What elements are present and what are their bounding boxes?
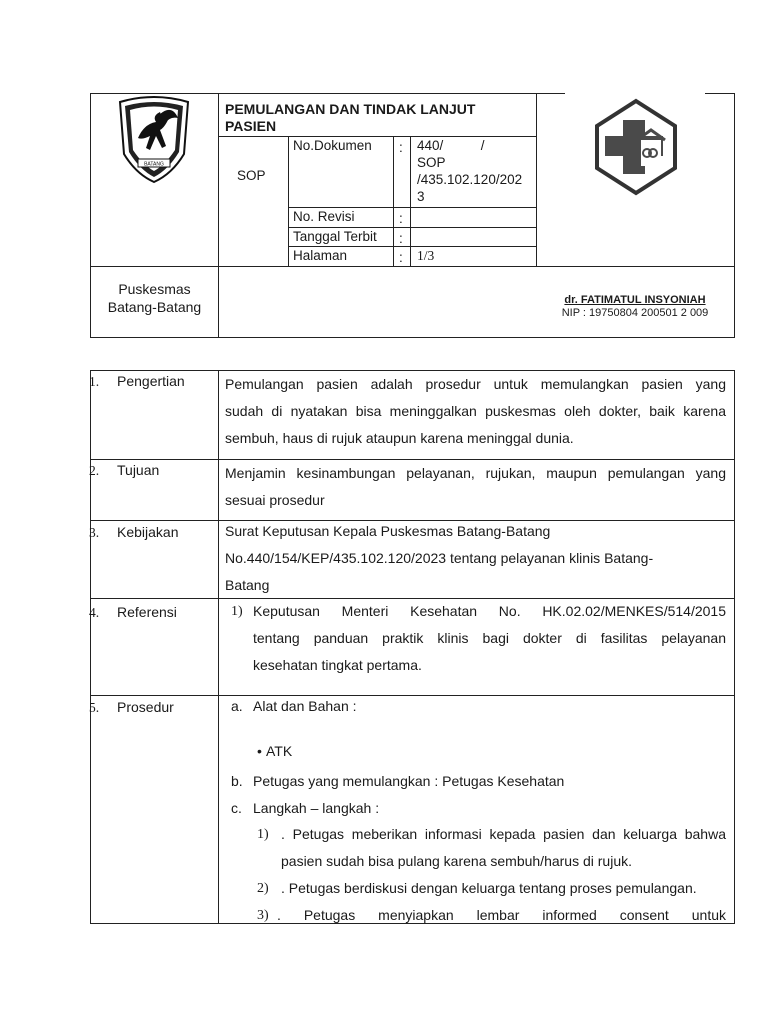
section-text-line: Surat Keputusan Kepala Puskesmas Batang-Batang xyxy=(225,523,551,539)
field-value-no-dokumen-line2: SOP xyxy=(417,155,446,170)
list-marker: a. xyxy=(231,698,243,714)
field-colon-halaman: : xyxy=(399,250,403,265)
field-label-tanggal-terbit: Tanggal Terbit xyxy=(293,229,377,244)
section-text-line: Batang xyxy=(225,577,270,593)
bullet-icon: • xyxy=(257,743,262,759)
step-text-line: . Petugas meberikan informasi kepada pasien dan keluarga bahwa xyxy=(281,826,726,842)
section-title: Tujuan xyxy=(117,462,160,478)
field-colon-no-dokumen: : xyxy=(399,140,403,155)
step-text-line: . Petugas menyiapkan lembar informed consent untuk xyxy=(277,907,726,923)
field-value-no-dokumen-line4: 3 xyxy=(417,189,425,204)
section-number: 2. xyxy=(89,463,100,478)
document-title-line1: PEMULANGAN DAN TINDAK LANJUT xyxy=(225,101,476,117)
list-marker: b. xyxy=(231,773,243,789)
org-name-line1: Puskesmas xyxy=(118,281,191,297)
list-item-text: Langkah – langkah : xyxy=(253,800,380,816)
step-marker: 1) xyxy=(257,827,269,842)
section-text-line: Menjamin kesinambungan pelayanan, rujukan, maupun pemulangan yang xyxy=(225,465,726,481)
field-label-no-revisi: No. Revisi xyxy=(293,209,355,224)
list-marker: 1) xyxy=(231,604,243,619)
document-title-line2: PASIEN xyxy=(225,118,277,134)
signer-name: dr. FATIMATUL INSYONIAH xyxy=(564,294,706,306)
org-name-line2: Batang-Batang xyxy=(107,299,202,315)
section-text-line: Pemulangan pasien adalah prosedur untuk memulangkan pasien yang xyxy=(225,376,726,392)
field-label-halaman: Halaman xyxy=(293,248,348,263)
field-value-no-dokumen-line3: /435.102.120/202 xyxy=(417,172,523,187)
step-marker: 2) xyxy=(257,881,269,896)
signer-nip: NIP : 19750804 200501 2 009 xyxy=(561,307,709,319)
list-item-text: ATK xyxy=(266,743,293,759)
section-text-line: No.440/154/KEP/435.102.120/2023 tentang pelayanan klinis Batang- xyxy=(225,550,654,566)
field-colon-no-revisi: : xyxy=(399,211,403,226)
regency-shield-logo xyxy=(112,94,196,186)
list-item-text: Petugas yang memulangkan : Petugas Kesehatan xyxy=(253,773,565,789)
section-text-line: sudah di nyatakan bisa meninggalkan puskesmas oleh dokter, baik karena xyxy=(225,403,726,419)
section-title: Referensi xyxy=(117,604,177,620)
shield-logo-text: BATANG xyxy=(144,161,164,168)
step-marker: 3) xyxy=(257,908,269,923)
section-number: 3. xyxy=(89,525,100,540)
section-text-line: sembuh, haus di rujuk ataupun karena meninggal dunia. xyxy=(225,430,574,446)
section-title: Prosedur xyxy=(117,699,174,715)
section-number: 5. xyxy=(89,700,100,715)
section-text-line: sesuai prosedur xyxy=(225,492,325,508)
section-text-line: tentang panduan praktik klinis bagi dokter di fasilitas pelayanan xyxy=(253,630,726,646)
section-text-line: Keputusan Menteri Kesehatan No. HK.02.02/MENKES/514/2015 xyxy=(253,603,726,619)
section-title: Kebijakan xyxy=(117,524,179,540)
section-title: Pengertian xyxy=(117,373,185,389)
list-marker: c. xyxy=(231,800,242,816)
field-label-no-dokumen: No.Dokumen xyxy=(293,138,372,153)
step-text-line: . Petugas berdiskusi dengan keluarga tentang proses pemulangan. xyxy=(281,880,697,896)
list-item-text: Alat dan Bahan : xyxy=(253,698,357,714)
sop-label: SOP xyxy=(237,168,266,183)
step-text-line: pasien sudah bisa pulang karena sembuh/harus di rujuk. xyxy=(281,853,633,869)
puskesmas-logo xyxy=(593,98,679,196)
section-text-line: kesehatan tingkat pertama. xyxy=(253,657,422,673)
field-value-halaman: 1/3 xyxy=(417,248,435,263)
section-number: 1. xyxy=(89,374,100,389)
field-value-no-dokumen-line1: 440/ / xyxy=(417,138,485,153)
section-number: 4. xyxy=(89,605,100,620)
field-colon-tanggal-terbit: : xyxy=(399,231,403,246)
